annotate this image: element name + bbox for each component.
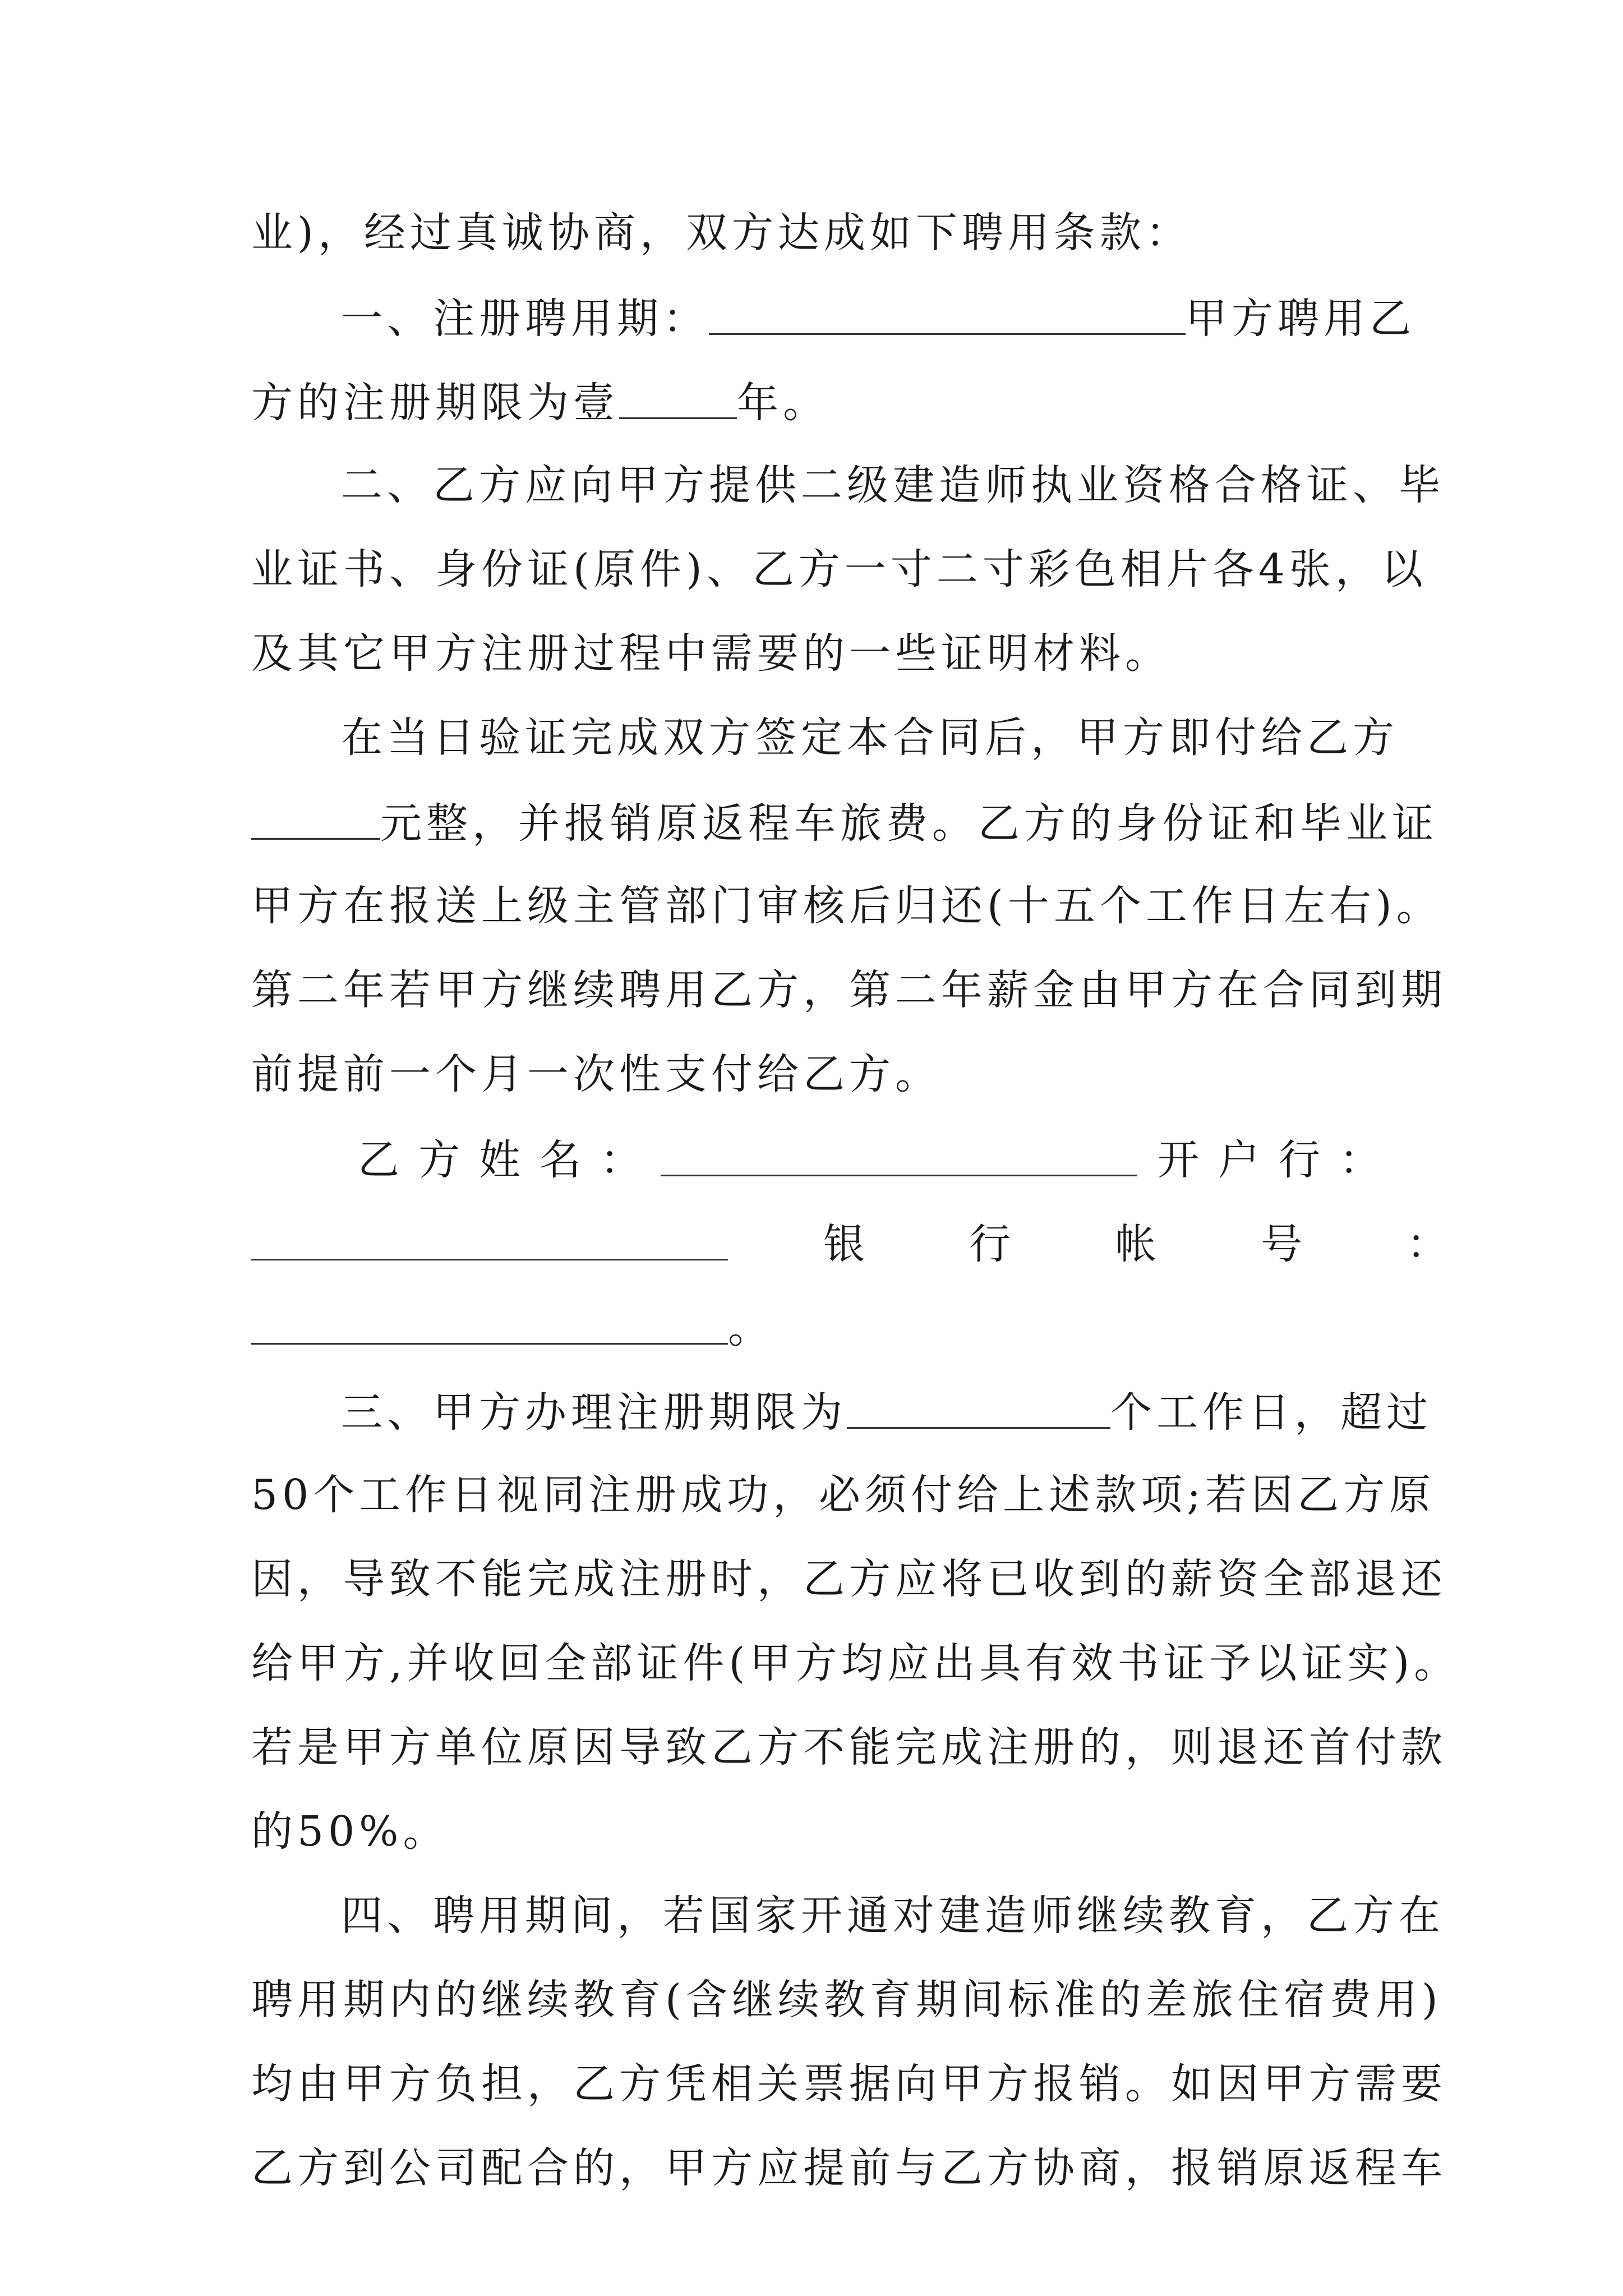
bank-blank — [251, 1220, 728, 1260]
text-line: 甲方在报送上级主管部门审核后归还(十五个工作日左右)。 — [251, 882, 1442, 930]
account-blank — [251, 1304, 728, 1345]
text-line: 均由甲方负担，乙方凭相关票据向甲方报销。如因甲方需要 — [251, 2060, 1447, 2108]
text-line: 若是甲方单位原因导致乙方不能完成注册的，则退还首付款 — [251, 1723, 1447, 1772]
clause-2-line: 二、乙方应向甲方提供二级建造师执业资格合格证、毕 — [341, 461, 1445, 509]
text-line: 给甲方,并收回全部证件(甲方均应出具有效书证予以证实)。 — [251, 1639, 1460, 1687]
text-line: 元整，并报销原返程车旅费。乙方的身份证和毕业证 — [251, 797, 1438, 847]
name-label: 乙方姓名： — [358, 1136, 661, 1184]
text-line: 因，导致不能完成注册时，乙方应将已收到的薪资全部退还 — [251, 1555, 1447, 1603]
bank-label: 开户行： — [1158, 1136, 1400, 1184]
years-blank — [619, 378, 737, 419]
bank-info-line — [358, 1133, 1400, 1184]
account-line — [251, 1217, 1552, 1268]
clause-3-line: 三、甲方办理注册期限为 个工作日，超过 — [341, 1388, 1432, 1437]
clause-1-line: 一、注册聘用期： 甲方聘用乙 — [341, 295, 1415, 343]
text-line: 乙方到公司配合的，甲方应提前与乙方协商，报销原返程车 — [251, 2144, 1447, 2192]
text-line: 聘用期内的继续教育(含继续教育期间标准的差旅住宿费用) — [251, 1976, 1442, 2024]
text-line: 业)，经过真诚协商，双方达成如下聘用条款： — [251, 209, 1192, 257]
clause-4-line: 四、聘用期间，若国家开通对建造师继续教育，乙方在 — [341, 1892, 1445, 1940]
amount-blank — [251, 799, 380, 840]
text-line: 业证书、身份证(原件)、乙方一寸二寸彩色相片各4张，以 — [251, 545, 1427, 593]
name-blank — [661, 1135, 1137, 1176]
text-line: 及其它甲方注册过程中需要的一些证明材料。 — [251, 629, 1171, 678]
text-line: 前提前一个月一次性支付给乙方。 — [251, 1050, 941, 1098]
account-label: 银行帐号： — [823, 1220, 1552, 1268]
text-line: 第二年若甲方继续聘用乙方，第二年薪金由甲方在合同到期 — [251, 966, 1447, 1014]
working-days-blank — [847, 1388, 1110, 1429]
registration-period-blank — [709, 294, 1186, 335]
text-line: 50个工作日视同注册成功，必须付给上述款项;若因乙方原 — [251, 1471, 1436, 1519]
text-line: 的50%。 — [251, 1807, 449, 1856]
text-line: 方的注册期限为壹 年。 — [251, 379, 829, 427]
text-line: 。 — [251, 1301, 774, 1352]
payment-paragraph-line: 在当日验证完成双方签定本合同后，甲方即付给乙方 — [341, 714, 1399, 762]
